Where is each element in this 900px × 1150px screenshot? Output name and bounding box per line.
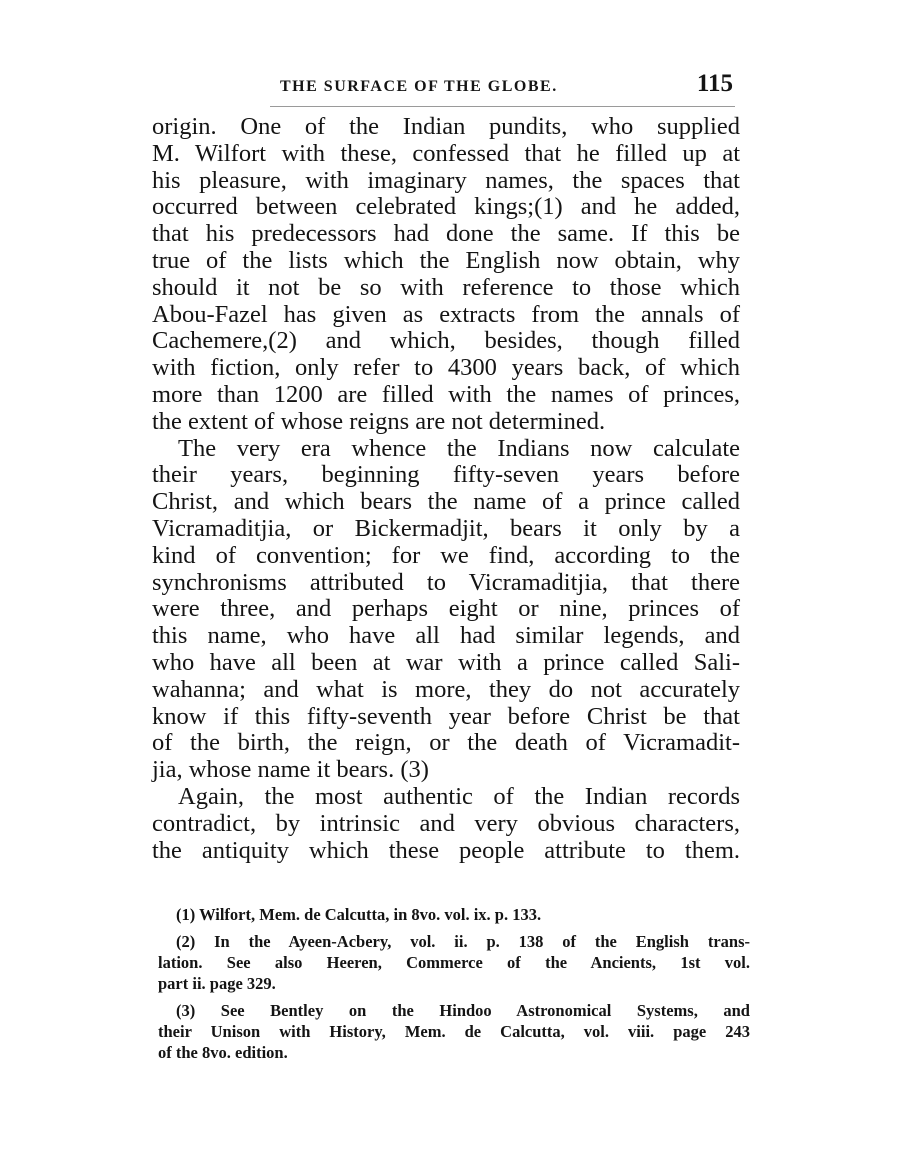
text-line: the extent of whose reigns are not determined. bbox=[152, 407, 606, 435]
footnote-line: (1) Wilfort, Mem. de Calcutta, in 8vo. vol. ix. p. 133. bbox=[176, 905, 542, 924]
running-head bbox=[270, 70, 735, 104]
text-line: synchronisms attributed to Vicramaditjia, that there bbox=[152, 568, 740, 596]
text-line: wahanna; and what is more, they do not accurately bbox=[152, 675, 740, 703]
text-line: true of the lists which the English now obtain, why bbox=[152, 246, 740, 274]
footnote-line: lation. See also Heeren, Commerce of the Ancients, 1st vol. bbox=[158, 953, 750, 972]
text-line: more than 1200 are filled with the names of princes, bbox=[152, 380, 740, 408]
footnote-1 bbox=[158, 904, 750, 925]
footnote-line: their Unison with History, Mem. de Calcutta, vol. viii. page 243 bbox=[158, 1022, 750, 1041]
text-line: the antiquity which these people attribute to them. bbox=[152, 836, 740, 864]
text-line: their years, beginning fifty-seven years before bbox=[152, 461, 740, 489]
text-line: that his predecessors had done the same. If this be bbox=[152, 220, 740, 248]
page-number: 115 bbox=[696, 70, 733, 97]
footnote-line: part ii. page 329. bbox=[158, 974, 276, 993]
body-text bbox=[152, 114, 740, 864]
text-line: Vicramaditjia, or Bickermadjit, bears it only by a bbox=[152, 514, 740, 542]
text-line: know if this fifty-seventh year before Christ be that bbox=[152, 702, 740, 730]
text-line: The very era whence the Indians now calculate bbox=[178, 434, 740, 462]
footnote-line: (2) In the Ayeen-Acbery, vol. ii. p. 138 of the English trans- bbox=[176, 932, 750, 951]
text-line: should it not be so with reference to those which bbox=[152, 273, 740, 301]
text-line: occurred between celebrated kings;(1) and he added, bbox=[152, 193, 740, 221]
text-line: Again, the most authentic of the Indian records bbox=[178, 782, 740, 810]
text-line: origin. One of the Indian pundits, who supplied bbox=[152, 113, 740, 140]
text-line: jia, whose name it bears. (3) bbox=[152, 756, 429, 784]
text-line: M. Wilfort with these, confessed that he filled up at bbox=[152, 139, 740, 167]
header-rule bbox=[270, 106, 735, 107]
text-line: this name, who have all had similar legends, and bbox=[152, 622, 740, 650]
footnote-line: of the 8vo. edition. bbox=[158, 1043, 288, 1062]
running-title: THE SURFACE OF THE GLOBE. bbox=[280, 78, 558, 95]
text-line: contradict, by intrinsic and very obvious characters, bbox=[152, 809, 740, 837]
footnote-3 bbox=[158, 1000, 750, 1063]
text-line: kind of convention; for we find, according to the bbox=[152, 541, 740, 569]
text-line: his pleasure, with imaginary names, the spaces that bbox=[152, 166, 740, 194]
text-line: who have all been at war with a prince called Sali- bbox=[152, 648, 740, 676]
text-line: Cachemere,(2) and which, besides, though filled bbox=[152, 327, 740, 355]
footnotes bbox=[158, 904, 750, 1069]
text-line: were three, and perhaps eight or nine, princes of bbox=[152, 595, 740, 623]
footnote-2 bbox=[158, 931, 750, 994]
text-line: of the birth, the reign, or the death of Vicramadit- bbox=[152, 729, 740, 757]
footnote-line: (3) See Bentley on the Hindoo Astronomical Systems, and bbox=[176, 1001, 750, 1020]
text-line: with fiction, only refer to 4300 years back, of which bbox=[152, 354, 740, 382]
text-line: Abou-Fazel has given as extracts from the annals of bbox=[152, 300, 740, 328]
text-line: Christ, and which bears the name of a prince called bbox=[152, 488, 740, 516]
